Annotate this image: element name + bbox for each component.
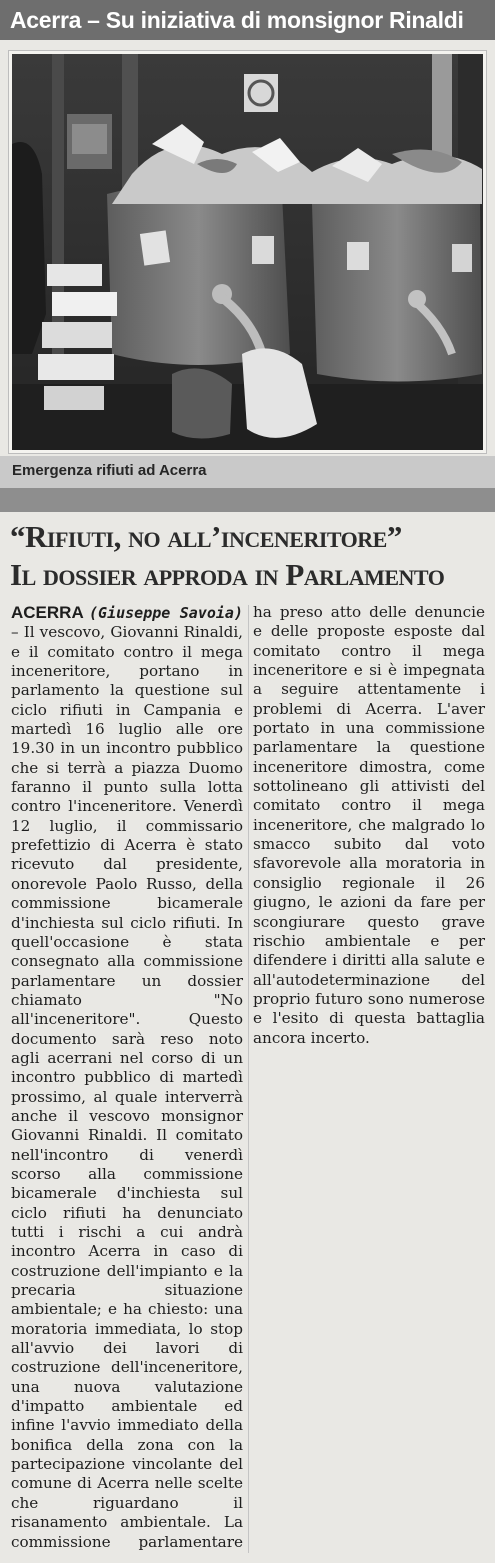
article-headline xyxy=(10,518,490,594)
photo-caption: Emergenza rifiuti ad Acerra xyxy=(0,456,495,488)
kicker-banner: Acerra – Su iniziativa di monsignor Rinaldi xyxy=(0,0,495,40)
headline-line-2: Il dossier approda in Parlamento xyxy=(10,557,445,592)
garbage-bins-image xyxy=(12,54,483,450)
byline: (Giuseppe Savoia) xyxy=(89,604,243,622)
article-text: Il vescovo, Giovanni Rinaldi, e il comitato contro il mega inceneritore, portano in parlamento la questione sul ciclo rifiuti in Campania e martedì 16 luglio alle ore 19.30 in un incontro pubblico che si terrà a piazza Duomo faranno il punto sulla lotta contro l'inceneritore. Venerdì 12 luglio, il commissario prefettizio di Acerra è stato ricevuto dal presidente, onorevole Paolo Russo, della commissione bicamerale d'inchiesta sul ciclo rifiuti. In quell'occasione è stata consegnato alla commissione parlamentare un dossier chiamato "No all'inceneritore". Questo documento sarà reso noto agli acerrani nel corso di un incontro pubblico di martedì prossimo, al quale interverrà anche il vescovo monsignor Giovanni Rinaldi. Il comitato nell'incontro di venerdì scorso alla commissione bicamerale d'inchiesta sul ciclo rifiuti ha denunciato tutti i rischi a cui andrà incontro Acerra in caso di costruzione dell'impianto e la precaria situazione ambientale; e ha chiesto: una moratoria immediata, lo stop all'avvio dei lavori di costruzione dell'inceneritore, una nuova valutazione d'impatto ambientale ed infine l'avvio immediato della bonifica della zona con la partecipazione vincolante del comune di Acerra nelle scelte che riguardano il risanamento ambientale. La commissione parlamentare ha preso atto delle denuncie e delle proposte esposte dal comitato contro il mega inceneritore e si è impegnata a seguire attentamente i problemi di Acerra. L'aver portato in una commissione parlamentare la questione inceneritore dimostra, come sottolineano gli attivisti del comitato contro il mega inceneritore, che malgrado lo smacco subito dal voto sfavorevole alla moratoria in consiglio regionale il 26 giugno, le azioni da fare per scongiurare questo grave rischio ambientale e per difendere i diritti alla salute e all'autodeterminazione del proprio futuro sono numerose e l'esito di questa battaglia ancora incerto. xyxy=(11,603,485,1551)
dateline: ACERRA xyxy=(11,603,84,622)
headline-line-1: “Rifiuti, no all’inceneritore” xyxy=(10,519,402,554)
dash: – xyxy=(11,623,24,642)
article-body xyxy=(11,603,485,1553)
section-divider xyxy=(0,488,495,512)
article-paragraph xyxy=(11,603,485,1553)
article-photo xyxy=(8,50,487,454)
